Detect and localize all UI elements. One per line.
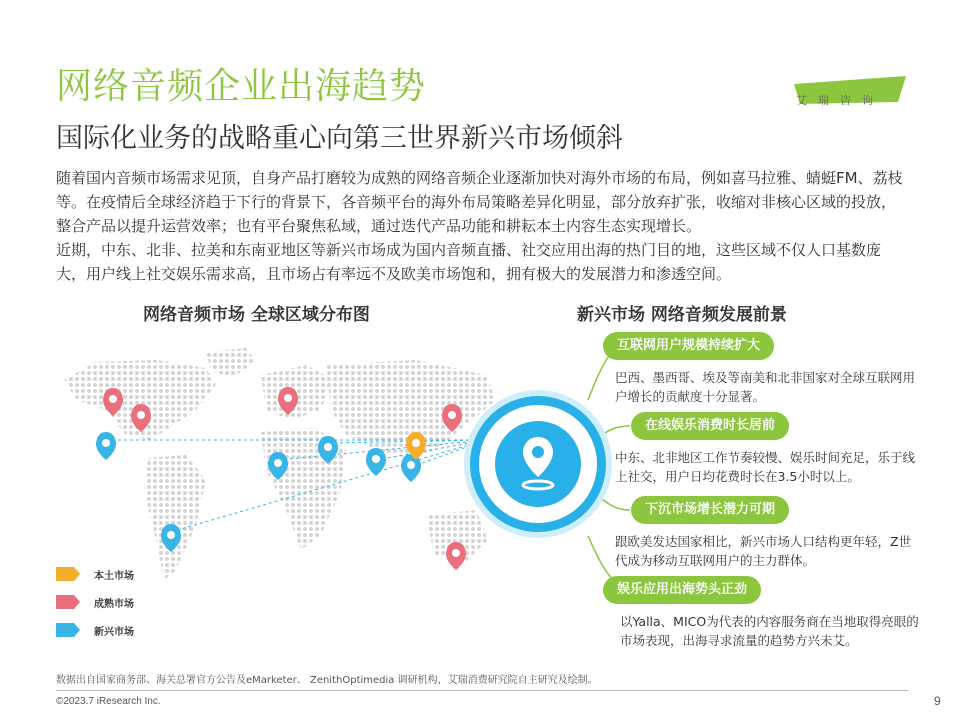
page-title: 网络音频企业出海趋势 (56, 66, 427, 107)
page-number: 9 (934, 694, 941, 708)
iresearch-logo (792, 56, 912, 106)
map-pin-emerging-icon (366, 448, 386, 476)
legend-label: 本土市场 (94, 570, 134, 582)
intro-text (56, 166, 906, 286)
map-pin-emerging-icon (96, 432, 116, 460)
prospect-tag: 互联网用户规模持续扩大 (603, 332, 774, 360)
circle-inner (495, 421, 581, 507)
legend-item-mature (56, 588, 134, 616)
intro-paragraph: 随着国内音频市场需求见顶，自身产品打磨较为成熟的网络音频企业逐渐加快对海外市场的布局，例如喜马拉雅、蜻蜓FM、荔枝等。在疫情后全球经济趋于下行的背景下，各音频平台的海外布局策略差异化明显，部分放弃扩张，收缩对非核心区域的投放，整合产品以提升运营效率；也有平台聚焦私域，通过迭代产品功能和耕耘本土内容生态实现增长。 (56, 169, 903, 235)
map-section-title: 网络音频市场 全球区域分布图 (143, 305, 370, 325)
greenland-shape (206, 348, 256, 378)
prospect-desc: 中东、北非地区工作节奏较慢、娱乐时间充足，乐于线上社交，用户日均花费时长在3.5小时以上。 (615, 450, 916, 484)
south-america-shape (144, 455, 206, 580)
footer-divider (56, 690, 908, 691)
page-subtitle: 国际化业务的战略重心向第三世界新兴市场倾斜 (56, 123, 623, 154)
prospect-desc: 巴西、墨西哥、埃及等南美和北非国家对全球互联网用户增长的贡献度十分显著。 (615, 370, 916, 404)
legend-label: 成熟市场 (94, 598, 134, 610)
location-pin-icon (495, 421, 581, 507)
legend-emerging-icon (56, 623, 80, 637)
legend-label: 新兴市场 (94, 626, 134, 638)
legend-item-local (56, 560, 134, 588)
prospect-tag: 娱乐应用出海势头正劲 (603, 576, 761, 604)
map-pin-mature-icon (446, 542, 466, 570)
intro-paragraph: 近期，中东、北非、拉美和东南亚地区等新兴市场成为国内音频直播、社交应用出海的热门目的地，这些区域不仅人口基数庞大，用户线上社交娱乐需求高，且市场占有率远不及欧美市场饱和，拥有极大的发展潜力和渗透空间。 (56, 241, 882, 283)
prospect-desc: 跟欧美发达国家相比，新兴市场人口结构更年轻，Z世代成为移动互联网用户的主力群体。 (615, 534, 912, 568)
prospect-tag: 在线娱乐消费时长居前 (631, 412, 789, 440)
prospects-section-title: 新兴市场 网络音频发展前景 (577, 305, 787, 325)
center-circle (470, 396, 606, 532)
copyright: ©2023.7 iResearch Inc. (56, 696, 161, 707)
legend-mature-icon (56, 595, 80, 609)
prospect-tag: 下沉市场增长潜力可期 (631, 496, 789, 524)
logo-brand: iResearch (800, 59, 891, 80)
source-note: 数据出自国家商务部、海关总署官方公告及eMarketer、 ZenithOptimedia 调研机构，艾瑞消费研究院自主研究及绘制。 (56, 675, 598, 686)
legend-local-icon (56, 567, 80, 581)
map-legend (56, 560, 134, 644)
legend-item-emerging (56, 616, 134, 644)
prospect-desc: 以Yalla、MICO为代表的内容服务商在当地取得亮眼的市场表现，出海寻求流量的趋势方兴未艾。 (620, 614, 919, 648)
logo-subtext: 艾瑞咨询 (796, 94, 884, 107)
